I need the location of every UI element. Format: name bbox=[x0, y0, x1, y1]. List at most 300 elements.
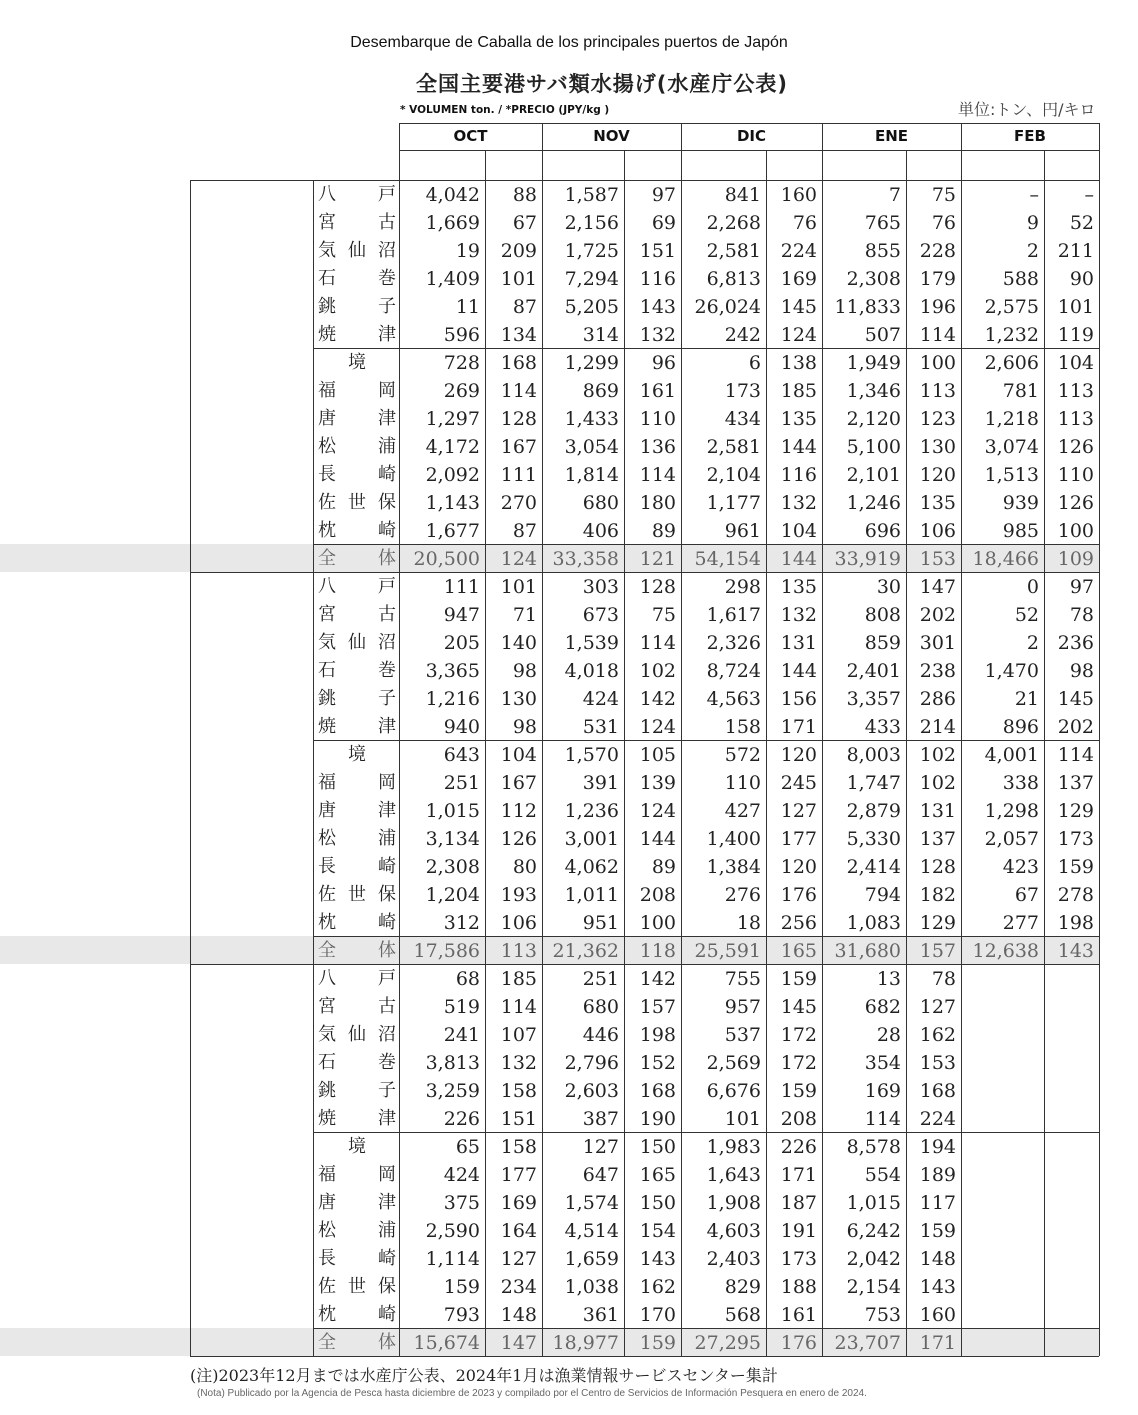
port-name-jp-char: 津 bbox=[378, 324, 396, 345]
footnote-japanese: (注)2023年12月までは水産庁公表、2024年1月は漁業情報サービスセンター集計 bbox=[190, 1366, 778, 1385]
price-cell: 150 bbox=[639, 1192, 676, 1214]
volume-cell: 18,466 bbox=[972, 548, 1039, 570]
volume-cell: 159 bbox=[443, 1276, 480, 1298]
price-cell: 124 bbox=[639, 716, 676, 738]
price-cell: 136 bbox=[639, 436, 676, 458]
port-name-jp-char: 長 bbox=[318, 1248, 336, 1269]
port-name-jp bbox=[318, 265, 396, 293]
volume-cell: 158 bbox=[724, 716, 761, 738]
port-name-jp-char: 子 bbox=[378, 688, 396, 709]
price-cell: 90 bbox=[1069, 268, 1094, 290]
volume-cell: 111 bbox=[443, 576, 480, 598]
price-cell: 75 bbox=[931, 184, 956, 206]
port-name-jp-char: 沼 bbox=[378, 632, 396, 653]
volume-cell: 303 bbox=[582, 576, 619, 598]
port-name-jp-char: 浦 bbox=[378, 436, 396, 457]
price-cell: 129 bbox=[919, 912, 956, 934]
japanese-title: 全国主要港サバ類水揚げ(水産庁公表) bbox=[416, 72, 788, 96]
price-cell: 139 bbox=[639, 772, 676, 794]
volume-cell: 5,330 bbox=[846, 828, 901, 850]
price-cell: 162 bbox=[919, 1024, 956, 1046]
price-cell: 101 bbox=[1057, 296, 1094, 318]
price-cell: 157 bbox=[919, 940, 956, 962]
price-cell: 161 bbox=[780, 1304, 817, 1326]
volume-cell: 753 bbox=[864, 1304, 901, 1326]
data-col-line bbox=[1099, 123, 1100, 1356]
volume-cell: 2,057 bbox=[984, 828, 1039, 850]
port-name-jp-char: 古 bbox=[378, 604, 396, 625]
volume-cell: 2,092 bbox=[425, 464, 480, 486]
price-cell: 153 bbox=[919, 1052, 956, 1074]
port-name-jp bbox=[318, 993, 396, 1021]
port-name-jp bbox=[318, 517, 396, 545]
volume-cell: 1,574 bbox=[564, 1192, 619, 1214]
volume-cell: 647 bbox=[582, 1164, 619, 1186]
volume-cell: 2 bbox=[1026, 632, 1039, 654]
volume-cell: 1,659 bbox=[564, 1248, 619, 1270]
volume-cell: 568 bbox=[724, 1304, 761, 1326]
volume-cell: 1,433 bbox=[564, 408, 619, 430]
port-name-jp-char: 唐 bbox=[318, 1192, 336, 1213]
price-cell: 102 bbox=[919, 744, 956, 766]
price-cell: 270 bbox=[500, 492, 537, 514]
price-cell: 238 bbox=[919, 660, 956, 682]
volume-cell: 1,539 bbox=[564, 632, 619, 654]
price-cell: 127 bbox=[919, 996, 956, 1018]
price-cell: 130 bbox=[919, 436, 956, 458]
price-cell: 176 bbox=[780, 884, 817, 906]
port-name-jp-text: 境 bbox=[348, 352, 366, 373]
volume-cell: 33,358 bbox=[552, 548, 619, 570]
price-cell: 116 bbox=[639, 268, 676, 290]
volume-cell: 1,400 bbox=[706, 828, 761, 850]
volume-cell: 531 bbox=[582, 716, 619, 738]
volume-cell: 4,514 bbox=[564, 1220, 619, 1242]
price-cell: 105 bbox=[639, 744, 676, 766]
volume-cell: 519 bbox=[443, 996, 480, 1018]
price-cell: 104 bbox=[500, 744, 537, 766]
price-cell: 165 bbox=[780, 940, 817, 962]
price-cell: 286 bbox=[919, 688, 956, 710]
price-cell: 71 bbox=[512, 604, 537, 626]
port-name-jp-char: 体 bbox=[378, 548, 396, 569]
volume-cell: 985 bbox=[1002, 520, 1039, 542]
port-name-jp-char: 宮 bbox=[318, 996, 336, 1017]
port-name-jp bbox=[318, 489, 396, 517]
price-cell: 171 bbox=[919, 1332, 956, 1354]
price-cell: 104 bbox=[780, 520, 817, 542]
price-cell: 173 bbox=[1057, 828, 1094, 850]
volume-cell: 2,606 bbox=[984, 352, 1039, 374]
volume-cell: 127 bbox=[582, 1136, 619, 1158]
volume-cell: 793 bbox=[443, 1304, 480, 1326]
volume-cell: 1,470 bbox=[984, 660, 1039, 682]
price-cell: 256 bbox=[780, 912, 817, 934]
volume-cell: 277 bbox=[1002, 912, 1039, 934]
month-header-ene: ENE bbox=[874, 127, 909, 145]
price-cell: 157 bbox=[639, 996, 676, 1018]
price-cell: 173 bbox=[780, 1248, 817, 1270]
price-cell: 211 bbox=[1057, 240, 1094, 262]
price-cell: 135 bbox=[780, 408, 817, 430]
month-header-nov: NOV bbox=[593, 127, 630, 145]
price-cell: 87 bbox=[512, 520, 537, 542]
price-cell: 169 bbox=[780, 268, 817, 290]
price-cell: 234 bbox=[500, 1276, 537, 1298]
price-cell: 158 bbox=[500, 1136, 537, 1158]
port-name-jp-char: 長 bbox=[318, 464, 336, 485]
price-cell: 165 bbox=[639, 1164, 676, 1186]
port-name-jp-char: 福 bbox=[318, 380, 336, 401]
volume-cell: 4,062 bbox=[564, 856, 619, 878]
port-name-jp-char: 津 bbox=[378, 716, 396, 737]
price-cell: 144 bbox=[780, 660, 817, 682]
volume-cell: 3,357 bbox=[846, 688, 901, 710]
header-mid-line bbox=[399, 150, 1099, 151]
price-cell: 161 bbox=[639, 380, 676, 402]
port-name-jp bbox=[318, 909, 396, 937]
port-name-jp-char: 福 bbox=[318, 1164, 336, 1185]
price-cell: 158 bbox=[500, 1080, 537, 1102]
port-name-jp-char: 崎 bbox=[378, 856, 396, 877]
price-cell: 188 bbox=[780, 1276, 817, 1298]
volume-cell: 3,001 bbox=[564, 828, 619, 850]
price-cell: 100 bbox=[919, 352, 956, 374]
price-cell: 89 bbox=[651, 520, 676, 542]
price-cell: 209 bbox=[500, 240, 537, 262]
volume-cell: 1,038 bbox=[564, 1276, 619, 1298]
unit-label: 単位:トン、円/キロ bbox=[958, 100, 1096, 119]
volume-cell: 424 bbox=[443, 1164, 480, 1186]
port-name-jp bbox=[318, 293, 396, 321]
port-name-jp bbox=[318, 881, 396, 909]
port-name-jp-char: 枕 bbox=[318, 1304, 336, 1325]
volume-cell: 424 bbox=[582, 688, 619, 710]
price-cell: 138 bbox=[780, 352, 817, 374]
volume-cell: 1,677 bbox=[425, 520, 480, 542]
volume-cell: 4,018 bbox=[564, 660, 619, 682]
price-cell: 164 bbox=[500, 1220, 537, 1242]
port-name-jp bbox=[318, 461, 396, 489]
port-name-jp bbox=[318, 1273, 396, 1301]
volume-cell: 2,308 bbox=[846, 268, 901, 290]
port-name-jp bbox=[318, 209, 396, 237]
port-name-jp-char: 沼 bbox=[378, 240, 396, 261]
port-name-jp bbox=[318, 405, 396, 433]
page-title: Desembarque de Caballa de los principales puertos de Japón bbox=[350, 34, 788, 51]
volume-cell: 54,154 bbox=[694, 548, 761, 570]
volume-cell: 1,236 bbox=[564, 800, 619, 822]
volume-cell: 2,581 bbox=[706, 240, 761, 262]
price-cell: 104 bbox=[1057, 352, 1094, 374]
volume-cell: 728 bbox=[443, 352, 480, 374]
volume-cell: 1,346 bbox=[846, 380, 901, 402]
volume-cell: 2,581 bbox=[706, 436, 761, 458]
price-cell: 172 bbox=[780, 1052, 817, 1074]
volume-cell: 869 bbox=[582, 380, 619, 402]
volume-cell: 391 bbox=[582, 772, 619, 794]
price-cell: 131 bbox=[919, 800, 956, 822]
volume-cell: 2,590 bbox=[425, 1220, 480, 1242]
volume-cell: 15,674 bbox=[413, 1332, 480, 1354]
volume-cell: 0 bbox=[1026, 576, 1039, 598]
volume-cell: 2,101 bbox=[846, 464, 901, 486]
port-name-jp-char: 崎 bbox=[378, 520, 396, 541]
volume-cell: 781 bbox=[1002, 380, 1039, 402]
volume-cell: 794 bbox=[864, 884, 901, 906]
price-cell: 131 bbox=[780, 632, 817, 654]
port-name-jp-char: 八 bbox=[318, 576, 336, 597]
volume-cell: 361 bbox=[582, 1304, 619, 1326]
volume-cell: 52 bbox=[1014, 604, 1039, 626]
volume-cell: 1,011 bbox=[564, 884, 619, 906]
port-name-jp-char: 松 bbox=[318, 436, 336, 457]
volume-cell: 1,747 bbox=[846, 772, 901, 794]
price-cell: 145 bbox=[780, 996, 817, 1018]
volume-cell: 11 bbox=[455, 296, 480, 318]
port-name-jp-char: 唐 bbox=[318, 800, 336, 821]
price-cell: 110 bbox=[1057, 464, 1094, 486]
price-cell: 147 bbox=[500, 1332, 537, 1354]
price-cell: 114 bbox=[639, 632, 676, 654]
port-name-jp-char: 世 bbox=[348, 1276, 366, 1297]
price-cell: 114 bbox=[500, 380, 537, 402]
volume-cell: 2,042 bbox=[846, 1248, 901, 1270]
volume-cell: 433 bbox=[864, 716, 901, 738]
volume-cell: 2,569 bbox=[706, 1052, 761, 1074]
volume-cell: 1,587 bbox=[564, 184, 619, 206]
price-cell: 190 bbox=[639, 1108, 676, 1130]
port-name-jp bbox=[318, 1245, 396, 1273]
port-name-jp-char: 佐 bbox=[318, 492, 336, 513]
volume-cell: 1,232 bbox=[984, 324, 1039, 346]
volume-cell: 2,879 bbox=[846, 800, 901, 822]
price-cell: 202 bbox=[1057, 716, 1094, 738]
volume-cell: 3,074 bbox=[984, 436, 1039, 458]
volume-cell: 808 bbox=[864, 604, 901, 626]
volume-cell: 961 bbox=[724, 520, 761, 542]
price-cell: 107 bbox=[500, 1024, 537, 1046]
port-name-jp-char: 気 bbox=[318, 1024, 336, 1045]
volume-cell: 8,724 bbox=[706, 660, 761, 682]
port-name-jp-char: 唐 bbox=[318, 408, 336, 429]
price-cell: 171 bbox=[780, 716, 817, 738]
price-cell: 69 bbox=[651, 212, 676, 234]
port-name-jp bbox=[318, 685, 396, 713]
volume-cell: 554 bbox=[864, 1164, 901, 1186]
season-col-left bbox=[190, 180, 191, 1356]
volume-cell: 6,676 bbox=[706, 1080, 761, 1102]
price-cell: 143 bbox=[639, 1248, 676, 1270]
price-cell: 160 bbox=[780, 184, 817, 206]
port-name-jp-char: 保 bbox=[378, 884, 396, 905]
volume-cell: 446 bbox=[582, 1024, 619, 1046]
price-cell: 167 bbox=[500, 436, 537, 458]
price-cell: 189 bbox=[919, 1164, 956, 1186]
month-header-oct: OCT bbox=[453, 127, 488, 145]
price-cell: 113 bbox=[1057, 380, 1094, 402]
volume-cell: 205 bbox=[443, 632, 480, 654]
volume-cell: 1,246 bbox=[846, 492, 901, 514]
port-name-jp-char: 仙 bbox=[348, 632, 366, 653]
price-cell: 171 bbox=[780, 1164, 817, 1186]
price-cell: 98 bbox=[1069, 660, 1094, 682]
price-cell: 162 bbox=[639, 1276, 676, 1298]
volume-cell: 423 bbox=[1002, 856, 1039, 878]
volume-cell: 276 bbox=[724, 884, 761, 906]
volume-cell: 1,384 bbox=[706, 856, 761, 878]
volume-cell: 1,204 bbox=[425, 884, 480, 906]
price-cell: 78 bbox=[1069, 604, 1094, 626]
port-name-jp-char: 八 bbox=[318, 184, 336, 205]
volume-cell: 1,814 bbox=[564, 464, 619, 486]
volume-cell: 1,617 bbox=[706, 604, 761, 626]
port-name-jp-char: 体 bbox=[378, 940, 396, 961]
volume-cell: 1,015 bbox=[425, 800, 480, 822]
price-cell: 202 bbox=[919, 604, 956, 626]
price-cell: 120 bbox=[780, 744, 817, 766]
price-cell: 100 bbox=[1057, 520, 1094, 542]
price-cell: 224 bbox=[919, 1108, 956, 1130]
price-cell: 168 bbox=[500, 352, 537, 374]
volume-cell: 2,156 bbox=[564, 212, 619, 234]
port-name-jp-char: 石 bbox=[318, 268, 336, 289]
port-name-jp-char: 石 bbox=[318, 660, 336, 681]
volume-cell: 18 bbox=[736, 912, 761, 934]
volume-cell: 3,813 bbox=[425, 1052, 480, 1074]
volume-cell: 9 bbox=[1026, 212, 1039, 234]
volume-cell: 1,409 bbox=[425, 268, 480, 290]
price-cell: 132 bbox=[500, 1052, 537, 1074]
volume-cell: 829 bbox=[724, 1276, 761, 1298]
price-cell: 76 bbox=[792, 212, 817, 234]
volume-cell: 4,001 bbox=[984, 744, 1039, 766]
port-name-jp-char: 沼 bbox=[378, 1024, 396, 1045]
port-name-jp-char: 巻 bbox=[378, 660, 396, 681]
port-name-jp-char: 岡 bbox=[378, 380, 396, 401]
volume-cell: 1,015 bbox=[846, 1192, 901, 1214]
price-cell: 144 bbox=[780, 548, 817, 570]
volume-cell: 4,563 bbox=[706, 688, 761, 710]
volume-cell: 572 bbox=[724, 744, 761, 766]
price-cell: 117 bbox=[919, 1192, 956, 1214]
price-cell: 140 bbox=[500, 632, 537, 654]
price-cell: 106 bbox=[500, 912, 537, 934]
volume-cell: 957 bbox=[724, 996, 761, 1018]
price-cell: 102 bbox=[919, 772, 956, 794]
volume-cell: 1,299 bbox=[564, 352, 619, 374]
price-cell: 214 bbox=[919, 716, 956, 738]
price-cell: 208 bbox=[639, 884, 676, 906]
price-cell: 128 bbox=[919, 856, 956, 878]
price-cell: 193 bbox=[500, 884, 537, 906]
volume-cell: 434 bbox=[724, 408, 761, 430]
port-name-jp-char: 長 bbox=[318, 856, 336, 877]
volume-cell: 4,603 bbox=[706, 1220, 761, 1242]
port-name-jp bbox=[318, 1105, 396, 1133]
volume-cell: 755 bbox=[724, 968, 761, 990]
price-cell: 75 bbox=[651, 604, 676, 626]
price-cell: 98 bbox=[512, 716, 537, 738]
port-name-jp bbox=[318, 1049, 396, 1077]
price-cell: 114 bbox=[639, 464, 676, 486]
volume-cell: 643 bbox=[443, 744, 480, 766]
volume-cell: 3,134 bbox=[425, 828, 480, 850]
price-cell: 100 bbox=[639, 912, 676, 934]
port-name-jp-char: 銚 bbox=[318, 296, 336, 317]
price-cell: 119 bbox=[1057, 324, 1094, 346]
price-cell: 120 bbox=[919, 464, 956, 486]
price-cell: 87 bbox=[512, 296, 537, 318]
volume-cell: 1,298 bbox=[984, 800, 1039, 822]
volume-cell: 65 bbox=[455, 1136, 480, 1158]
volume-cell: 251 bbox=[582, 968, 619, 990]
price-cell: 120 bbox=[780, 856, 817, 878]
port-name-jp-char: 戸 bbox=[378, 968, 396, 989]
volume-cell: 1,143 bbox=[425, 492, 480, 514]
volume-cell: 18,977 bbox=[552, 1332, 619, 1354]
volume-cell: 23,707 bbox=[834, 1332, 901, 1354]
price-cell: 126 bbox=[1057, 436, 1094, 458]
volume-cell: 21,362 bbox=[552, 940, 619, 962]
price-cell: 132 bbox=[780, 492, 817, 514]
price-cell: 78 bbox=[931, 968, 956, 990]
price-cell: 198 bbox=[639, 1024, 676, 1046]
port-name-jp bbox=[318, 1161, 396, 1189]
footnote-spanish: (Nota) Publicado por la Agencia de Pesca hasta diciembre de 2023 y compilado por el Centro de Servicios de Información Pesquera en enero de 2024. bbox=[197, 1388, 867, 1399]
price-cell: 124 bbox=[639, 800, 676, 822]
price-cell: 147 bbox=[919, 576, 956, 598]
price-cell: 159 bbox=[919, 1220, 956, 1242]
price-cell: 101 bbox=[500, 576, 537, 598]
volume-cell: 855 bbox=[864, 240, 901, 262]
price-cell: 176 bbox=[780, 1332, 817, 1354]
volume-cell: 30 bbox=[876, 576, 901, 598]
port-name-jp bbox=[318, 965, 396, 993]
price-cell: 96 bbox=[651, 352, 676, 374]
volume-cell: 940 bbox=[443, 716, 480, 738]
price-cell: 179 bbox=[919, 268, 956, 290]
volume-cell: 680 bbox=[582, 492, 619, 514]
port-name-jp-char: 世 bbox=[348, 884, 366, 905]
port-name-jp-char: 八 bbox=[318, 968, 336, 989]
volume-cell: 2,268 bbox=[706, 212, 761, 234]
price-cell: 97 bbox=[1069, 576, 1094, 598]
volume-cell: 2,154 bbox=[846, 1276, 901, 1298]
price-cell: 134 bbox=[500, 324, 537, 346]
port-name-jp-char: 子 bbox=[378, 1080, 396, 1101]
volume-cell: 1,297 bbox=[425, 408, 480, 430]
price-cell: 148 bbox=[500, 1304, 537, 1326]
volume-cell: 2,104 bbox=[706, 464, 761, 486]
price-cell: 88 bbox=[512, 184, 537, 206]
price-cell: 224 bbox=[780, 240, 817, 262]
volume-cell: 28 bbox=[876, 1024, 901, 1046]
price-cell: 145 bbox=[780, 296, 817, 318]
port-name-jp-text: 境 bbox=[348, 744, 366, 765]
volume-cell: 6 bbox=[748, 352, 761, 374]
price-cell: 128 bbox=[500, 408, 537, 430]
volume-cell: 19 bbox=[455, 240, 480, 262]
price-cell: 76 bbox=[931, 212, 956, 234]
price-cell: 169 bbox=[500, 1192, 537, 1214]
volume-cell: 11,833 bbox=[834, 296, 901, 318]
port-name-jp-char: 古 bbox=[378, 996, 396, 1017]
price-cell: 97 bbox=[651, 184, 676, 206]
volume-cell: 67 bbox=[1014, 884, 1039, 906]
price-cell: 80 bbox=[512, 856, 537, 878]
port-name-jp bbox=[318, 433, 396, 461]
